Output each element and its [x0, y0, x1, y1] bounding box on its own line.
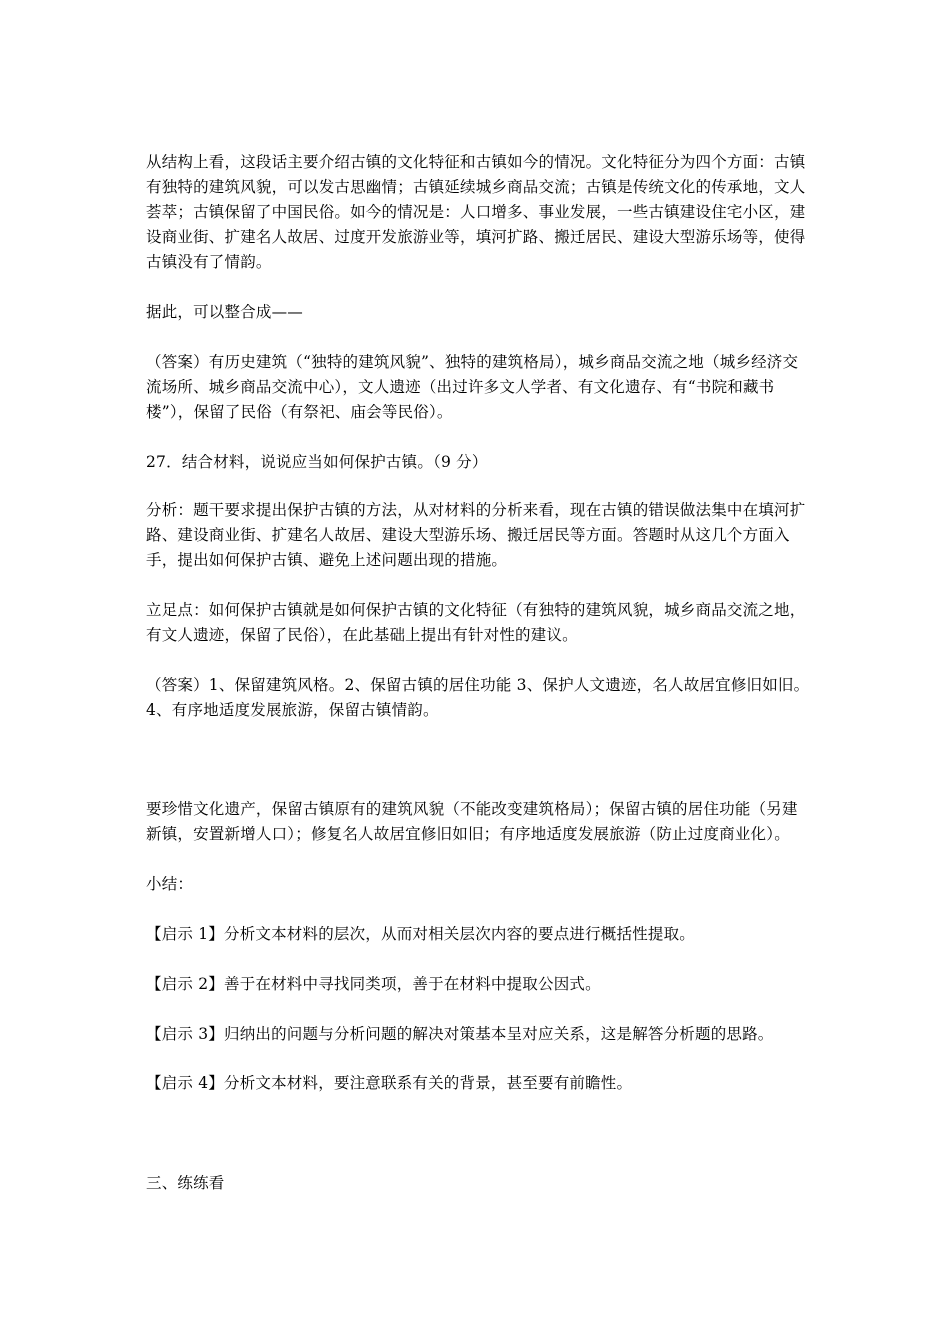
paragraph-analysis: 分析：题干要求提出保护古镇的方法，从对材料的分析来看，现在古镇的错误做法集中在填河扩路、建设商业街、扩建名人故居、建设大型游乐场、搬迁居民等方面。答题时从这几个方面入手，提出如何保护古镇、避免上述问题出现的措施。	[146, 501, 806, 569]
paragraph-insight-3: 【启示 3】归纳出的问题与分析问题的解决对策基本呈对应关系，这是解答分析题的思路。	[146, 1025, 774, 1043]
paragraph-standpoint: 立足点：如何保护古镇就是如何保护古镇的文化特征（有独特的建筑风貌，城乡商品交流之地，有文人遗迹，保留了民俗），在此基础上提出有针对性的建议。	[146, 601, 806, 644]
paragraph-answer-27: （答案）1、保留建筑风格。2、保留古镇的居住功能 3、保护人文遗迹，名人故居宜修旧如旧。4、有序地适度发展旅游，保留古镇情韵。	[146, 676, 810, 719]
paragraph-question-27: 27．结合材料，说说应当如何保护古镇。（9 分）	[146, 453, 488, 471]
paragraph-summary-heading: 小结：	[146, 875, 194, 893]
paragraph-cherish-heritage: 要珍惜文化遗产，保留古镇原有的建筑风貌（不能改变建筑格局）；保留古镇的居住功能（另建新镇，安置新增人口）；修复名人故居宜修旧如旧；有序地适度发展旅游（防止过度商业化）。	[146, 800, 798, 843]
paragraph-insight-2: 【启示 2】善于在材料中寻找同类项，善于在材料中提取公因式。	[146, 975, 601, 993]
section-heading-practice: 三、练练看	[146, 1174, 225, 1192]
paragraph-answer-26: （答案）有历史建筑（“独特的建筑风貌”、独特的建筑格局），城乡商品交流之地（城乡经济交流场所、城乡商品交流中心），文人遗迹（出过许多文人学者、有文化遗存、有“书院和藏书楼”），保留了民俗（有祭祀、庙会等民俗）。	[146, 353, 799, 421]
paragraph-integration: 据此，可以整合成——	[146, 303, 304, 321]
paragraph-insight-1: 【启示 1】分析文本材料的层次，从而对相关层次内容的要点进行概括性提取。	[146, 925, 695, 943]
paragraph-insight-4: 【启示 4】分析文本材料，要注意联系有关的背景，甚至要有前瞻性。	[146, 1074, 633, 1092]
paragraph-structure-analysis: 从结构上看，这段话主要介绍古镇的文化特征和古镇如今的情况。文化特征分为四个方面：古镇有独特的建筑风貌，可以发古思幽情；古镇延续城乡商品交流；古镇是传统文化的传承地，文人荟萃；古镇保留了中国民俗。如今的情况是：人口增多、事业发展，一些古镇建设住宅小区，建设商业街、扩建名人故居、过度开发旅游业等，填河扩路、搬迁居民、建设大型游乐场等，使得古镇没有了情韵。	[146, 153, 806, 271]
